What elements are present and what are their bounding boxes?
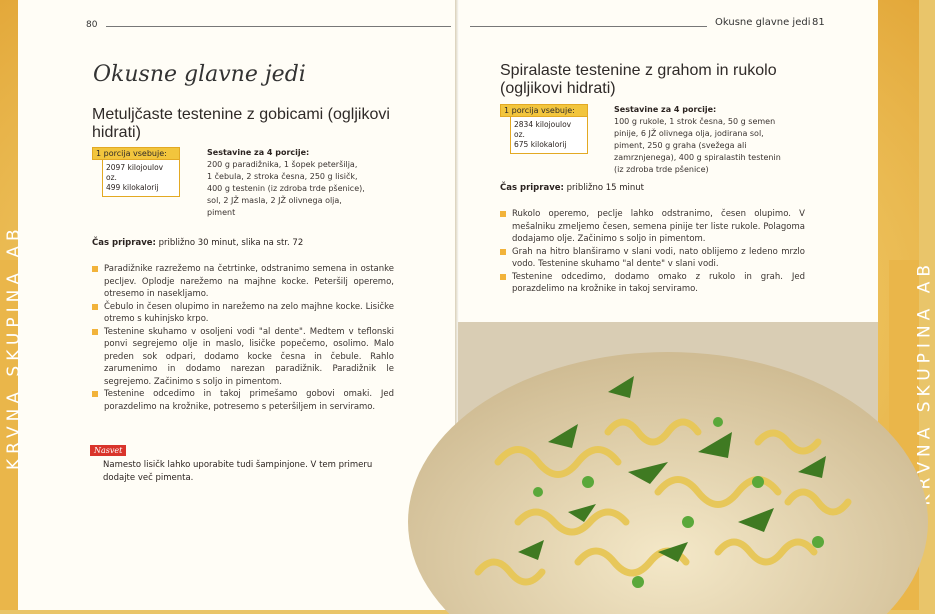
step-item: Testenine skuhamo v osoljeni vodi "al dente". Medtem v teflonski ponvi segrejemo olje in maslo, lisičke popečemo, osolimo. Malo preden sok odpari, dodamo kocke česna in čebule. Rahlo zarumenimo in dodamo narezan paradižnik. Paradižnik le segrejemo. Začinimo s soljo in pimentom. [92, 326, 394, 389]
right-ingredients [614, 104, 809, 176]
prep-value: približno 30 minut, slika na str. 72 [155, 238, 304, 248]
portion-header: 1 porcija vsebuje: [500, 104, 588, 117]
tip-text: Namesto lisičk lahko uporabite tudi šampinjone. V tem primeru dodajte več pimenta. [103, 460, 373, 483]
prep-label: Čas priprave: [92, 238, 156, 248]
left-header-rule [106, 26, 451, 27]
ingredients-header: Sestavine za 4 porcije: [207, 148, 310, 157]
left-steps [92, 263, 394, 413]
right-side-label: KRVNA SKUPINA AB [915, 260, 935, 506]
ingredients-line: pinije, 6 JŽ olivnega olja, jodirana sol, [614, 129, 764, 138]
portion-header: 1 porcija vsebuje: [92, 147, 180, 160]
right-steps [500, 208, 805, 296]
step-item: Paradižnike razrežemo na četrtinke, odstranimo semena in ostanke peclјev. Oplodje narežemo na majhne kocke. Peteršilj operemo, otresemo in nasekljamo. [92, 263, 394, 301]
ingredients-line: 100 g rukole, 1 strok česna, 50 g semen [614, 117, 776, 126]
ingredients-line: 200 g paradižnika, 1 šopek peteršilja, [207, 160, 358, 169]
left-ingredients [207, 147, 407, 219]
kilojoules: 2097 kilojoulov oz. [106, 163, 164, 182]
left-portion-box [92, 147, 180, 197]
right-prep-time [500, 183, 644, 193]
step-item: Testenine odcedimo, dodamo omako z rukolo in grah. Jed porazdelimo na krožnike in takoj serviramo. [500, 271, 805, 296]
ingredients-line: piment [207, 208, 236, 217]
ingredients-header: Sestavine za 4 porcije: [614, 105, 717, 114]
portion-values [102, 160, 180, 197]
ingredients-line: zamrznjenega), 400 g spiralastih testenin [614, 153, 781, 162]
left-recipe-title: Metuljčaste testenine z gobicami (ogljikovi hidrati) [92, 106, 390, 141]
ingredients-line: piment, 250 g graha (svežega ali [614, 141, 747, 150]
pasta-photo [458, 322, 878, 610]
running-header: Okusne glavne jedi [715, 17, 811, 28]
pasta-illustration [458, 322, 878, 610]
step-item: Testenine odcedimo in takoj primešamo gobovi omaki. Jed porazdelimo na krožnike, potresemo s peteršiljem in serviramo. [92, 388, 394, 413]
kilocalories: 499 kilokalorij [106, 183, 159, 192]
step-item: Rukolo operemo, peclje lahko odstranimo, česen olupimo. V mešalniku zmeljemo česen, semena pinije ter liste rukole. Polagoma dodajamo olje. Začinimo s soljo in pimentom. [500, 208, 805, 246]
portion-values [510, 117, 588, 154]
prep-value: približno 15 minut [563, 183, 644, 193]
prep-label: Čas priprave: [500, 183, 564, 193]
kilocalories: 675 kilokalorij [514, 140, 567, 149]
left-side-label: KRVNA SKUPINA AB [4, 224, 24, 470]
step-item: Grah na hitro blanširamo v slani vodi, nato oblijemo z ledeno mrzlo vodo. Testenine skuhamo "al dente" v slani vodi. [500, 246, 805, 271]
ingredients-line: 1 čebula, 2 stroka česna, 250 g lisičk, [207, 172, 358, 181]
ingredients-line: (iz zdroba trde pšenice) [614, 165, 709, 174]
left-page-number: 80 [86, 20, 98, 30]
left-prep-time [92, 238, 303, 248]
chapter-title: Okusne glavne jedi [93, 62, 306, 87]
ingredients-line: sol, 2 JŽ masla, 2 JŽ olivnega olja, [207, 196, 342, 205]
step-item: Čebulo in česen olupimo in narežemo na zelo majhne kocke. Lisičke otremo s kuhinjsko krpo. [92, 301, 394, 326]
right-portion-box [500, 104, 588, 154]
right-header-rule [470, 26, 707, 27]
kilojoules: 2834 kilojoulov oz. [514, 120, 572, 139]
tip-label: Nasvet [90, 445, 126, 456]
right-page-number: 81 [812, 17, 825, 28]
right-recipe-title: Spiralaste testenine z grahom in rukolo (ogljikovi hidrati) [500, 62, 777, 97]
ingredients-line: 400 g testenin (iz zdroba trde pšenice), [207, 184, 365, 193]
